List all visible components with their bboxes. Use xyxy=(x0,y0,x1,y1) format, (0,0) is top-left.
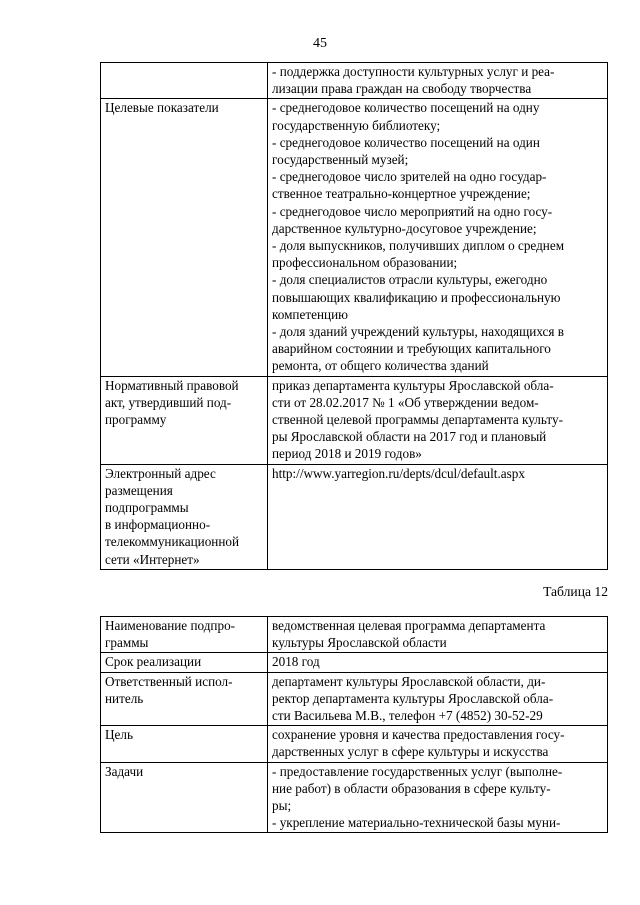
value-line: лизации права граждан на свободу творчества xyxy=(272,81,532,97)
row-value-cell xyxy=(268,762,608,833)
value-line: 2018 год xyxy=(272,654,320,670)
label-line: программу xyxy=(105,412,167,428)
label-line: Срок реализации xyxy=(105,654,202,670)
table-caption: Таблица 12 xyxy=(543,584,608,599)
label-line: акт, утвердивший под- xyxy=(105,394,232,410)
row-value-cell xyxy=(268,672,608,726)
label-line: Задачи xyxy=(105,763,144,779)
label-line: сети «Интернет» xyxy=(105,551,200,567)
value-line: - среднегодовое число зрителей на одно государ- xyxy=(272,169,547,185)
value-line: - доля выпускников, получивших диплом о среднем xyxy=(272,238,565,254)
label-line: Целевые показатели xyxy=(105,100,219,116)
table-row xyxy=(101,672,608,726)
value-line: государственную библиотеку; xyxy=(272,117,441,133)
value-line: дарственных услуг в сфере культуры и искусства xyxy=(272,744,549,760)
row-label-cell xyxy=(101,617,268,653)
value-line: - укрепление материально-технической базы муни- xyxy=(272,815,561,831)
value-line: аварийном состоянии и требующих капитального xyxy=(272,341,551,357)
row-label-cell xyxy=(101,63,268,99)
row-label-cell xyxy=(101,762,268,833)
table-row xyxy=(101,376,608,464)
value-line: департамент культуры Ярославской области, ди- xyxy=(272,673,546,689)
row-value-cell xyxy=(268,99,608,376)
table-row xyxy=(101,464,608,569)
value-line: сти от 28.02.2017 № 1 «Об утверждении ведом- xyxy=(272,394,539,410)
value-line: повышающих квалификацию и профессиональную xyxy=(272,289,561,305)
program-table-continued xyxy=(100,62,608,570)
label-line: телекоммуникационной xyxy=(105,534,240,550)
row-value-cell xyxy=(268,726,608,762)
row-label-cell xyxy=(101,99,268,376)
row-value-cell xyxy=(268,464,608,569)
value-line: сти Васильева М.В., телефон +7 (4852) 30-52-29 xyxy=(272,708,543,724)
value-line: ведомственная целевая программа департамента xyxy=(272,618,546,633)
value-line: ние работ) в области образования в сфере культу- xyxy=(272,780,551,796)
table-row xyxy=(101,653,608,672)
value-line: - поддержка доступности культурных услуг и реа- xyxy=(272,64,555,79)
table-row xyxy=(101,63,608,99)
label-line: нитель xyxy=(105,690,144,706)
value-line: период 2018 и 2019 годов» xyxy=(272,446,422,462)
label-line: в информационно- xyxy=(105,517,211,533)
value-line: сохранение уровня и качества предоставления госу- xyxy=(272,727,565,743)
value-line: ственное театрально-концертное учреждение; xyxy=(272,186,531,202)
value-line: ректор департамента культуры Ярославской обла- xyxy=(272,690,554,706)
label-line: Цель xyxy=(105,727,133,743)
table-row xyxy=(101,726,608,762)
row-value-cell xyxy=(268,63,608,99)
row-value-cell xyxy=(268,376,608,464)
label-line: Электронный адрес xyxy=(105,465,216,481)
row-label-cell xyxy=(101,672,268,726)
label-line: Наименование подпро- xyxy=(105,618,236,633)
row-value-cell xyxy=(268,617,608,653)
value-line: дарственное культурно-досуговое учреждение; xyxy=(272,220,537,236)
value-line: компетенцию xyxy=(272,306,348,322)
value-line: профессиональном образовании; xyxy=(272,255,458,271)
value-line: ры; xyxy=(272,798,292,814)
row-value-cell xyxy=(268,653,608,672)
label-line: граммы xyxy=(105,635,149,651)
value-line: - среднегодовое число мероприятий на одно госу- xyxy=(272,203,553,219)
table-row xyxy=(101,617,608,653)
label-line: Нормативный правовой xyxy=(105,377,239,393)
value-line: http://www.yarregion.ru/depts/dcul/default.aspx xyxy=(272,465,525,481)
value-line: культуры Ярославской области xyxy=(272,635,447,651)
value-line: ры Ярославской области на 2017 год и плановый xyxy=(272,429,547,445)
label-line: подпрограммы xyxy=(105,500,189,516)
value-line: - среднегодовое количество посещений на один xyxy=(272,134,540,150)
table-row xyxy=(101,99,608,376)
value-line: - предоставление государственных услуг (выполне- xyxy=(272,763,563,779)
value-line: - доля специалистов отрасли культуры, ежегодно xyxy=(272,272,548,288)
row-label-cell xyxy=(101,726,268,762)
value-line: - среднегодовое количество посещений на одну xyxy=(272,100,540,116)
program-passport-table xyxy=(100,616,608,833)
value-line: приказ департамента культуры Ярославской обла- xyxy=(272,377,554,393)
row-label-cell xyxy=(101,464,268,569)
value-line: - доля зданий учреждений культуры, находящихся в xyxy=(272,324,564,340)
row-label-cell xyxy=(101,653,268,672)
label-line: размещения xyxy=(105,482,173,498)
row-label-cell xyxy=(101,376,268,464)
label-line: Ответственный испол- xyxy=(105,673,233,689)
table-row xyxy=(101,762,608,833)
page-number: 45 xyxy=(313,36,327,51)
value-line: государственный музей; xyxy=(272,152,409,168)
value-line: ремонта, от общего количества зданий xyxy=(272,358,489,374)
value-line: ственной целевой программы департамента культу- xyxy=(272,412,563,428)
